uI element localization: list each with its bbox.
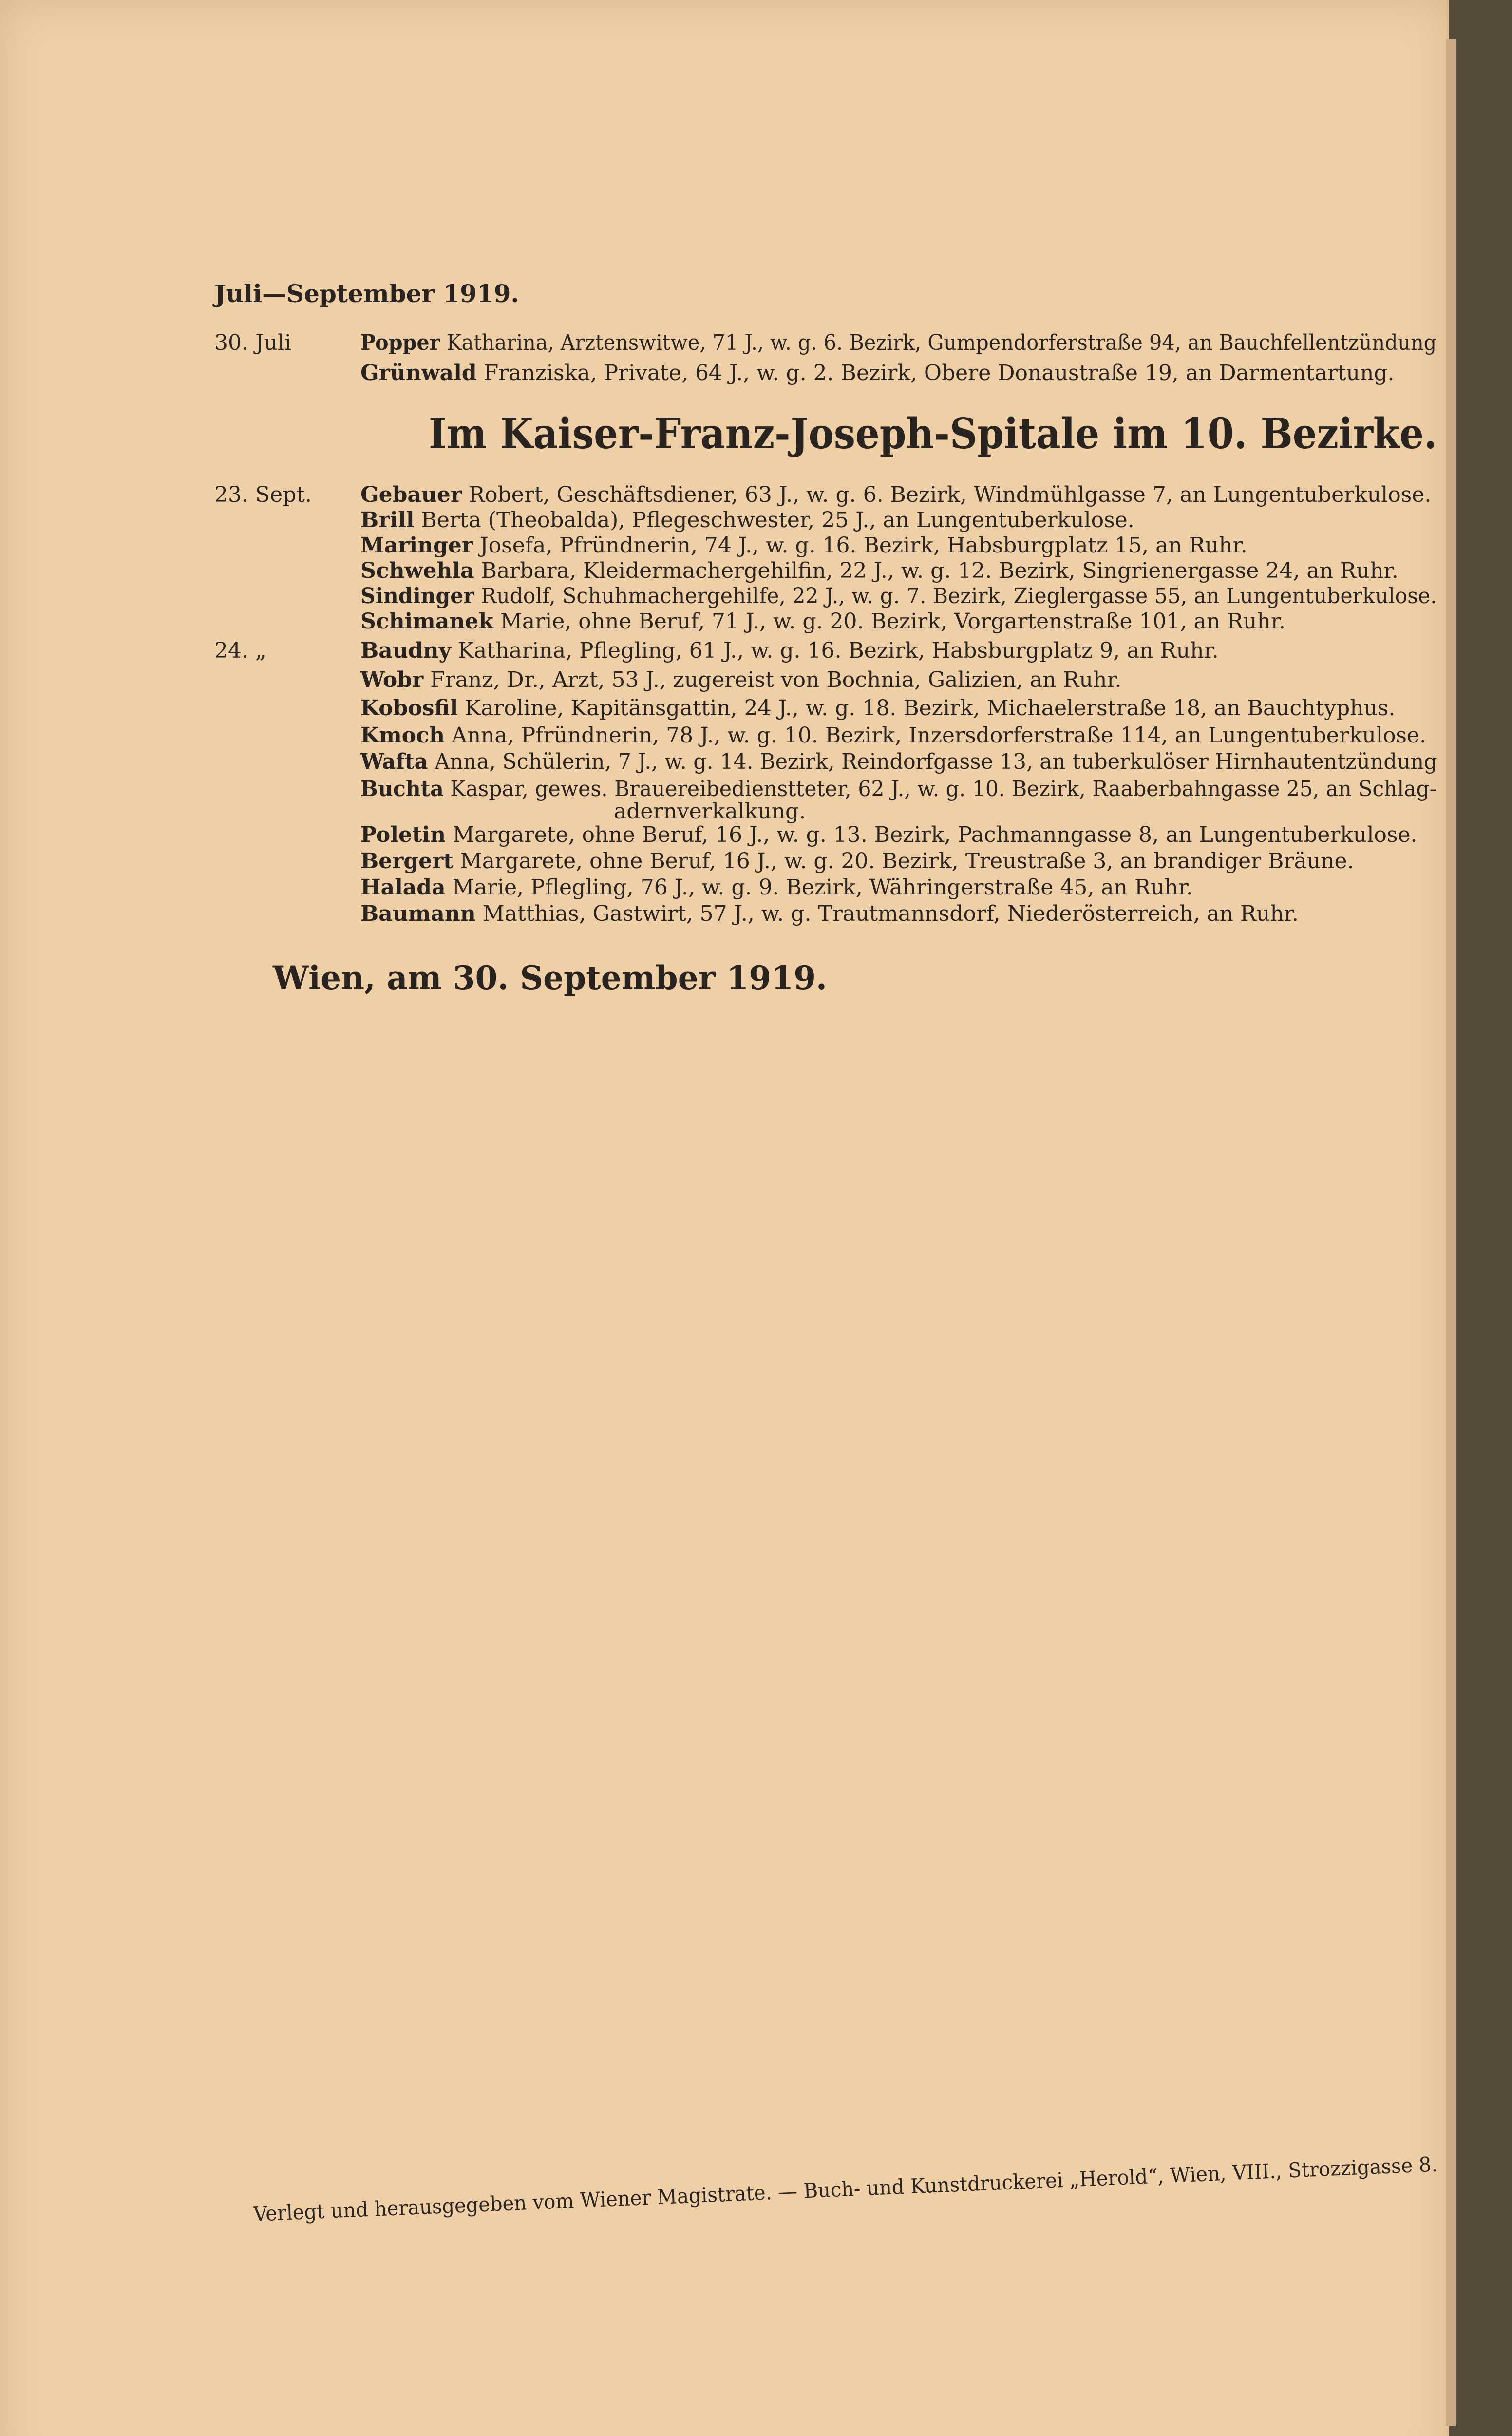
entry-name: Kmoch xyxy=(360,723,445,748)
entry-details: Barbara, Kleidermachergehilfin, 22 J., w. g. 12. Bezirk, Singrienergasse 24, an Ruhr. xyxy=(481,558,1399,583)
entry-name: Sindinger xyxy=(360,584,474,609)
entry-details: Katharina, Arztenswitwe, 71 J., w. g. 6. Bezirk, Gumpendorferstraße 94, an Bauchfellentzündung xyxy=(446,330,1437,355)
entry-details: Margarete, ohne Beruf, 16 J., w. g. 13. Bezirk, Pachmanngasse 8, an Lungentuberkulose. xyxy=(453,822,1418,847)
entry-name: Schwehla xyxy=(360,558,474,583)
publisher-footer: Verlegt und herausgegeben vom Wiener Magistrate. — Buch- und Kunstdruckerei „Herold“, Wien, VIII., Strozzigasse 8. xyxy=(253,2152,1438,2226)
death-entry xyxy=(360,330,1436,355)
death-entry xyxy=(360,822,1418,847)
death-entry xyxy=(360,696,1395,721)
entry-details: Anna, Pfründnerin, 78 J., w. g. 10. Bezirk, Inzersdorferstraße 114, an Lungentuberkulose. xyxy=(451,723,1427,748)
entry-details: Matthias, Gastwirt, 57 J., w. g. Trautmannsdorf, Niederösterreich, an Ruhr. xyxy=(482,901,1299,926)
death-entry xyxy=(360,558,1399,583)
entry-name: Buchta xyxy=(360,777,444,801)
entry-date: 24. „ xyxy=(214,638,266,663)
entry-name: Wobr xyxy=(360,667,424,692)
entry-name: Maringer xyxy=(360,533,473,558)
entry-name: Baumann xyxy=(360,901,476,926)
death-entry xyxy=(360,638,1219,663)
death-entry xyxy=(360,533,1247,558)
death-entry xyxy=(360,777,1436,801)
entry-details: Katharina, Pflegling, 61 J., w. g. 16. Bezirk, Habsburgplatz 9, an Ruhr. xyxy=(458,638,1219,663)
entry-name: Schimanek xyxy=(360,609,493,634)
section-title: Im Kaiser-Franz-Joseph-Spitale im 10. Bezirke. xyxy=(429,409,1437,458)
death-entry xyxy=(360,723,1426,748)
death-entry xyxy=(360,482,1431,507)
death-entry xyxy=(360,849,1354,874)
entry-date: 23. Sept. xyxy=(214,482,312,507)
death-entry xyxy=(360,508,1134,533)
entry-name: Popper xyxy=(360,330,440,355)
death-entry xyxy=(360,361,1394,385)
entry-details: Karoline, Kapitänsgattin, 24 J., w. g. 18. Bezirk, Michaelerstraße 18, an Bauchtyphus. xyxy=(465,696,1396,721)
entry-name: Gebauer xyxy=(360,482,462,507)
entry-details: Rudolf, Schuhmachergehilfe, 22 J., w. g. 7. Bezirk, Zieglergasse 55, an Lungentuberkulose. xyxy=(481,584,1437,609)
page-header: Juli—September 1919. xyxy=(214,279,519,308)
entry-details: Marie, ohne Beruf, 71 J., w. g. 20. Bezirk, Vorgartenstraße 101, an Ruhr. xyxy=(500,609,1285,634)
death-entry xyxy=(360,609,1285,634)
entry-name: Poletin xyxy=(360,822,446,847)
entry-name: Kobosfil xyxy=(360,696,458,721)
entry-name: Bergert xyxy=(360,849,454,874)
entry-name: Baudny xyxy=(360,638,452,663)
entry-details: Josefa, Pfründnerin, 74 J., w. g. 16. Bezirk, Habsburgplatz 15, an Ruhr. xyxy=(480,533,1247,558)
entry-continuation: adernverkalkung. xyxy=(614,799,806,824)
entry-name: Brill xyxy=(360,508,415,533)
death-entry xyxy=(360,749,1437,774)
entry-details: Franz, Dr., Arzt, 53 J., zugereist von Bochnia, Galizien, an Ruhr. xyxy=(430,667,1122,692)
death-entry xyxy=(360,667,1122,692)
death-entry xyxy=(360,875,1193,900)
entry-name: Halada xyxy=(360,875,446,900)
entry-details: Marie, Pflegling, 76 J., w. g. 9. Bezirk, Währingerstraße 45, an Ruhr. xyxy=(452,875,1193,900)
entry-details: Robert, Geschäftsdiener, 63 J., w. g. 6. Bezirk, Windmühlgasse 7, an Lungentuberkulose. xyxy=(469,482,1432,507)
entry-details: Anna, Schülerin, 7 J., w. g. 14. Bezirk, Reindorfgasse 13, an tuberkulöser Hirnhautentzündung xyxy=(435,749,1437,774)
entry-details: Berta (Theobalda), Pflegeschwester, 25 J., an Lungentuberkulose. xyxy=(421,508,1134,533)
entry-details: Kaspar, gewes. Brauereibedienstteter, 62 J., w. g. 10. Bezirk, Raaberbahngasse 25, an Schlag- xyxy=(450,777,1437,801)
entry-date: 30. Juli xyxy=(214,330,292,355)
closing-line: Wien, am 30. September 1919. xyxy=(273,959,828,997)
page-edge xyxy=(1449,0,1512,2436)
page-edge-highlight xyxy=(1446,39,1456,2426)
death-entry xyxy=(360,584,1437,609)
entry-details: Margarete, ohne Beruf, 16 J., w. g. 20. Bezirk, Treustraße 3, an brandiger Bräune. xyxy=(460,849,1354,874)
entry-details: Franziska, Private, 64 J., w. g. 2. Bezirk, Obere Donaustraße 19, an Darmentartung. xyxy=(483,361,1395,385)
entry-name: Wafta xyxy=(360,749,428,774)
entry-name: Grünwald xyxy=(360,361,477,385)
death-entry xyxy=(360,901,1299,926)
